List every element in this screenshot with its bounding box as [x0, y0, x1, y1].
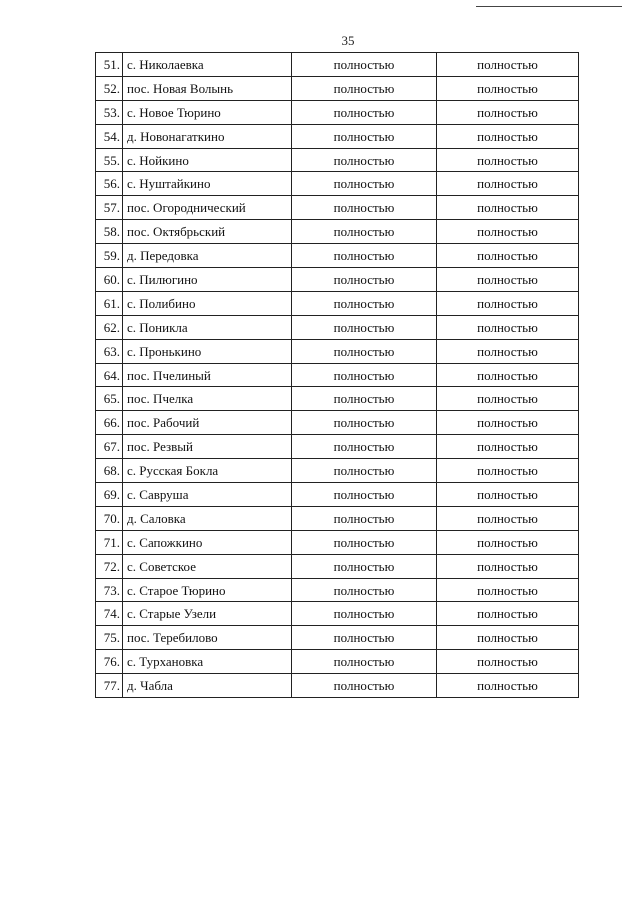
row-number-cell: 70.: [96, 506, 123, 530]
table-row: [96, 148, 579, 172]
coverage-cell-b: полностью: [437, 268, 579, 292]
coverage-cell-a: полностью: [292, 554, 437, 578]
row-number-cell: 73.: [96, 578, 123, 602]
table-row: [96, 578, 579, 602]
settlement-name-cell: пос. Пчелиный: [123, 363, 292, 387]
coverage-cell-a: полностью: [292, 650, 437, 674]
row-number-cell: 56.: [96, 172, 123, 196]
table-row: [96, 435, 579, 459]
settlement-name-cell: пос. Огороднический: [123, 196, 292, 220]
settlement-name-cell: д. Саловка: [123, 506, 292, 530]
settlement-name-cell: с. Савруша: [123, 483, 292, 507]
row-number-cell: 67.: [96, 435, 123, 459]
row-number-cell: 52.: [96, 76, 123, 100]
coverage-cell-a: полностью: [292, 363, 437, 387]
settlement-name-cell: д. Чабла: [123, 674, 292, 698]
table-row: [96, 483, 579, 507]
coverage-cell-b: полностью: [437, 76, 579, 100]
coverage-cell-b: полностью: [437, 363, 579, 387]
coverage-cell-b: полностью: [437, 506, 579, 530]
coverage-cell-a: полностью: [292, 100, 437, 124]
table-row: [96, 387, 579, 411]
row-number-cell: 74.: [96, 602, 123, 626]
coverage-cell-b: полностью: [437, 650, 579, 674]
table-row: [96, 172, 579, 196]
table-row: [96, 315, 579, 339]
coverage-cell-b: полностью: [437, 220, 579, 244]
row-number-cell: 58.: [96, 220, 123, 244]
top-rule: [476, 6, 622, 7]
row-number-cell: 62.: [96, 315, 123, 339]
row-number-cell: 77.: [96, 674, 123, 698]
coverage-cell-b: полностью: [437, 411, 579, 435]
table-row: [96, 339, 579, 363]
settlement-name-cell: пос. Новая Волынь: [123, 76, 292, 100]
row-number-cell: 63.: [96, 339, 123, 363]
table-row: [96, 626, 579, 650]
table-row: [96, 530, 579, 554]
settlement-name-cell: пос. Пчелка: [123, 387, 292, 411]
coverage-cell-b: полностью: [437, 244, 579, 268]
settlement-name-cell: с. Русская Бокла: [123, 459, 292, 483]
table-row: [96, 220, 579, 244]
coverage-cell-b: полностью: [437, 339, 579, 363]
table-row: [96, 76, 579, 100]
settlement-name-cell: пос. Рабочий: [123, 411, 292, 435]
coverage-cell-b: полностью: [437, 196, 579, 220]
coverage-cell-b: полностью: [437, 578, 579, 602]
coverage-cell-b: полностью: [437, 554, 579, 578]
row-number-cell: 68.: [96, 459, 123, 483]
coverage-cell-a: полностью: [292, 459, 437, 483]
row-number-cell: 61.: [96, 291, 123, 315]
table-body: [96, 53, 579, 698]
table-row: [96, 411, 579, 435]
settlement-name-cell: с. Турхановка: [123, 650, 292, 674]
settlement-name-cell: с. Советское: [123, 554, 292, 578]
coverage-cell-a: полностью: [292, 172, 437, 196]
table-row: [96, 459, 579, 483]
coverage-cell-b: полностью: [437, 291, 579, 315]
coverage-cell-a: полностью: [292, 76, 437, 100]
row-number-cell: 55.: [96, 148, 123, 172]
coverage-cell-b: полностью: [437, 387, 579, 411]
coverage-cell-a: полностью: [292, 674, 437, 698]
coverage-cell-b: полностью: [437, 148, 579, 172]
row-number-cell: 65.: [96, 387, 123, 411]
table-row: [96, 244, 579, 268]
table-row: [96, 363, 579, 387]
coverage-cell-a: полностью: [292, 244, 437, 268]
settlement-name-cell: с. Полибино: [123, 291, 292, 315]
row-number-cell: 71.: [96, 530, 123, 554]
coverage-cell-b: полностью: [437, 53, 579, 77]
coverage-cell-b: полностью: [437, 674, 579, 698]
coverage-cell-b: полностью: [437, 602, 579, 626]
table-row: [96, 124, 579, 148]
settlement-name-cell: с. Сапожкино: [123, 530, 292, 554]
coverage-cell-a: полностью: [292, 411, 437, 435]
row-number-cell: 53.: [96, 100, 123, 124]
coverage-cell-a: полностью: [292, 196, 437, 220]
coverage-cell-a: полностью: [292, 268, 437, 292]
table-row: [96, 650, 579, 674]
table-row: [96, 506, 579, 530]
row-number-cell: 69.: [96, 483, 123, 507]
settlement-name-cell: пос. Теребилово: [123, 626, 292, 650]
coverage-cell-a: полностью: [292, 626, 437, 650]
coverage-cell-a: полностью: [292, 506, 437, 530]
row-number-cell: 54.: [96, 124, 123, 148]
coverage-cell-a: полностью: [292, 315, 437, 339]
row-number-cell: 51.: [96, 53, 123, 77]
coverage-cell-a: полностью: [292, 602, 437, 626]
coverage-cell-a: полностью: [292, 53, 437, 77]
settlement-name-cell: д. Новонагаткино: [123, 124, 292, 148]
settlement-name-cell: с. Пилюгино: [123, 268, 292, 292]
coverage-cell-a: полностью: [292, 291, 437, 315]
row-number-cell: 59.: [96, 244, 123, 268]
coverage-cell-b: полностью: [437, 124, 579, 148]
coverage-cell-b: полностью: [437, 315, 579, 339]
row-number-cell: 75.: [96, 626, 123, 650]
table-row: [96, 291, 579, 315]
coverage-cell-a: полностью: [292, 124, 437, 148]
row-number-cell: 66.: [96, 411, 123, 435]
coverage-cell-a: полностью: [292, 148, 437, 172]
settlement-name-cell: с. Старое Тюрино: [123, 578, 292, 602]
settlement-name-cell: д. Передовка: [123, 244, 292, 268]
settlements-table: [95, 52, 579, 698]
table-row: [96, 602, 579, 626]
table-row: [96, 196, 579, 220]
settlement-name-cell: с. Поникла: [123, 315, 292, 339]
coverage-cell-b: полностью: [437, 435, 579, 459]
table-row: [96, 674, 579, 698]
row-number-cell: 60.: [96, 268, 123, 292]
row-number-cell: 72.: [96, 554, 123, 578]
coverage-cell-b: полностью: [437, 172, 579, 196]
settlement-name-cell: пос. Октябрьский: [123, 220, 292, 244]
coverage-cell-b: полностью: [437, 459, 579, 483]
coverage-cell-b: полностью: [437, 100, 579, 124]
coverage-cell-b: полностью: [437, 483, 579, 507]
coverage-cell-a: полностью: [292, 387, 437, 411]
page-number: 35: [341, 33, 355, 48]
row-number-cell: 76.: [96, 650, 123, 674]
settlement-name-cell: с. Нойкино: [123, 148, 292, 172]
table-row: [96, 53, 579, 77]
settlement-name-cell: с. Новое Тюрино: [123, 100, 292, 124]
coverage-cell-a: полностью: [292, 530, 437, 554]
settlement-name-cell: с. Старые Узели: [123, 602, 292, 626]
coverage-cell-a: полностью: [292, 578, 437, 602]
coverage-cell-a: полностью: [292, 339, 437, 363]
settlement-name-cell: с. Николаевка: [123, 53, 292, 77]
table-row: [96, 554, 579, 578]
coverage-cell-a: полностью: [292, 483, 437, 507]
table-row: [96, 100, 579, 124]
settlement-name-cell: пос. Резвый: [123, 435, 292, 459]
row-number-cell: 64.: [96, 363, 123, 387]
settlement-name-cell: с. Нуштайкино: [123, 172, 292, 196]
coverage-cell-a: полностью: [292, 435, 437, 459]
coverage-cell-b: полностью: [437, 626, 579, 650]
settlement-name-cell: с. Пронькино: [123, 339, 292, 363]
coverage-cell-a: полностью: [292, 220, 437, 244]
table-row: [96, 268, 579, 292]
coverage-cell-b: полностью: [437, 530, 579, 554]
row-number-cell: 57.: [96, 196, 123, 220]
